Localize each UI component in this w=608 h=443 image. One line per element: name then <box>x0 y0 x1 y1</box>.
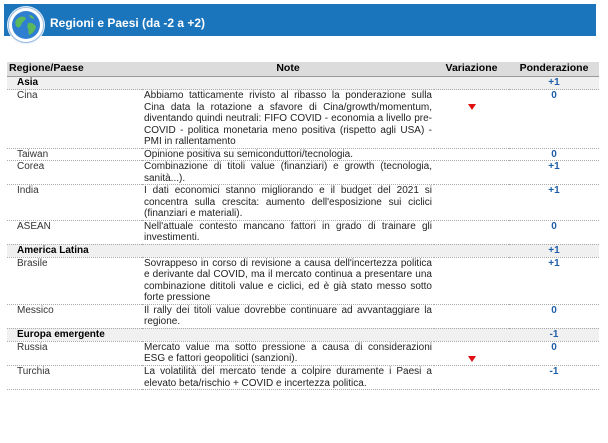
note-cell: Sovrappeso in corso di revisione a causa dell'incertezza politica e derivante dal COVID, ma il mercato continua a presentare una combinazione dititoli value e ciclici, ed è già stato messo sotto forte pressione <box>144 257 432 303</box>
weight-value: +1 <box>509 244 599 257</box>
country-row <box>7 304 599 328</box>
country-row <box>7 161 599 185</box>
region-row <box>7 328 599 341</box>
country-name: Brasile <box>7 257 142 304</box>
weight-value: 0 <box>509 304 599 328</box>
region-name: Europa emergente <box>7 328 142 341</box>
column-header-notes: Note <box>142 62 434 77</box>
title-banner <box>4 4 596 36</box>
note-cell: Opinione positiva su semiconduttori/tecnologia. <box>142 148 434 161</box>
variation-cell <box>434 220 509 244</box>
variation-cell <box>434 90 509 149</box>
weight-value: +1 <box>509 161 599 185</box>
variation-cell <box>434 341 509 366</box>
weight-value: -1 <box>509 366 599 390</box>
country-name: Messico <box>7 304 142 328</box>
country-name: Corea <box>7 161 142 185</box>
weight-value: +1 <box>509 77 599 90</box>
note-cell <box>142 77 434 90</box>
country-name: Turchia <box>7 366 142 390</box>
variation-cell <box>434 366 509 390</box>
variation-cell <box>434 148 509 161</box>
country-row <box>7 257 599 304</box>
country-row <box>7 148 599 161</box>
variation-cell <box>434 77 509 90</box>
column-header-region: Regione/Paese <box>7 62 142 77</box>
note-cell: La volatilità del mercato tende a colpire duramente i Paesi a elevato beta/rischio + COVID e incertezza politica. <box>144 366 432 389</box>
note-cell <box>142 244 434 257</box>
country-name: ASEAN <box>7 220 142 244</box>
region-name: America Latina <box>7 244 142 257</box>
variation-cell <box>434 244 509 257</box>
country-name: Russia <box>7 341 142 366</box>
note-cell <box>142 328 434 341</box>
weight-value: +1 <box>509 185 599 221</box>
note-cell: I dati economici stanno migliorando e il budget del 2021 si concentra sulla crescita: aumento dell'esposizione sui ciclici (finanziari e materiali). <box>144 185 432 219</box>
column-header-variation: Variazione <box>434 62 509 77</box>
variation-cell <box>434 328 509 341</box>
weight-value: 0 <box>509 341 599 366</box>
country-row <box>7 185 599 221</box>
variation-cell <box>434 185 509 221</box>
regions-table <box>7 62 599 390</box>
table-header-row <box>7 62 599 77</box>
weight-value: -1 <box>509 328 599 341</box>
weight-value: 0 <box>509 90 599 149</box>
note-cell: Il rally dei titoli value dovrebbe continuare ad avvantaggiare la regione. <box>144 304 432 327</box>
region-name: Asia <box>7 77 142 90</box>
weight-value: 0 <box>509 148 599 161</box>
weight-value: 0 <box>509 220 599 244</box>
country-name: Taiwan <box>7 148 142 161</box>
region-row <box>7 244 599 257</box>
country-row <box>7 366 599 390</box>
globe-icon <box>8 7 44 43</box>
column-header-weight: Ponderazione <box>509 62 599 77</box>
note-cell: Combinazione di titoli value (finanziari) e growth (tecnologia, sanità...). <box>144 161 432 184</box>
note-cell: Mercato value ma sotto pressione a causa di considerazioni ESG e fattori geopolitici (sanzioni). <box>144 341 432 364</box>
variation-cell <box>434 257 509 304</box>
variation-cell <box>434 161 509 185</box>
country-name: India <box>7 185 142 221</box>
country-name: Cina <box>7 90 142 149</box>
arrow-down-icon <box>468 104 476 110</box>
country-row <box>7 220 599 244</box>
variation-cell <box>434 304 509 328</box>
region-row <box>7 77 599 90</box>
page-title: Regioni e Paesi (da -2 a +2) <box>50 16 206 30</box>
note-cell: Abbiamo tatticamente rivisto al ribasso la ponderazione sulla Cina data la rotazione a sfavore di Cina/growth/momentum, diventando quindi neutrali: FIFO COVID - economia a livello pre-COVID - politica monetaria meno positiva (rispetto agli USA) - PMI in rallentamento <box>144 90 432 147</box>
note-cell: Nell'attuale contesto mancano fattori in grado di trainare gli investimenti. <box>144 220 432 243</box>
arrow-down-icon <box>468 356 476 362</box>
country-row <box>7 90 599 149</box>
country-row <box>7 341 599 366</box>
weight-value: +1 <box>509 257 599 304</box>
